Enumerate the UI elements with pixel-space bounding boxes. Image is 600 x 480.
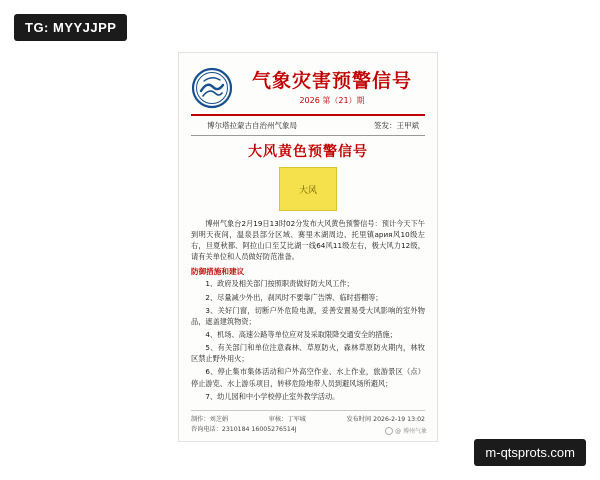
advice-item: 3、关好门窗，切断户外危险电源，妥善安置易受大风影响的室外物品，遮盖建筑物资；	[191, 305, 425, 326]
thin-divider	[191, 135, 425, 136]
yellow-gale-warning-icon	[279, 167, 337, 211]
footer-publish-time: 发布时间 2026-2-19 13:02	[346, 415, 425, 423]
warning-title: 大风黄色预警信号	[248, 144, 368, 160]
footer-hotline: 咨询电话：2310184 16005276514J	[191, 426, 297, 434]
advice-item: 2、尽量减少外出，刹风时不要靠广告牌、临时搭棚等；	[205, 292, 383, 302]
document-issue-line: 2026 第（21）期	[299, 95, 365, 105]
warning-paragraph: 博州气象台2月19日13时02分发布大风黄色预警信号：预计今天下午到明天夜间，温泉县部分区域、赛里木湖周边、托里镇ария风10级左右，旦夏秋都、阿拉山口至艾比湖一线64风11级左右，极大风力12级，请有关单位和人员做好防范准备。	[191, 219, 425, 262]
advice-heading: 防御措施和建议	[191, 266, 245, 276]
signal-icon-wrapper	[191, 167, 425, 211]
cma-emblem-icon	[191, 67, 233, 109]
weibo-icon	[385, 427, 393, 435]
footer-divider	[191, 410, 425, 411]
telegram-watermark-tag: TG: MYYJJPP	[14, 14, 127, 41]
footer-editor: 制作：刘芝娟	[191, 415, 229, 423]
advice-item: 4、机场、高速公路等单位应对及采取限降交通安全的措施；	[205, 330, 397, 340]
footer-reviewer: 审核：丁军城	[268, 415, 306, 423]
header-text-block	[239, 71, 425, 106]
document-body	[191, 218, 425, 402]
site-watermark-tag: m-qtsprots.com	[474, 439, 586, 466]
advice-item: 5、有关部门和单位注意森林、草原防火，森林草原防火期内，林牧区禁止野外用火；	[191, 343, 425, 364]
advice-item: 7、幼儿园和中小学校停止室外教学活动。	[205, 391, 340, 401]
issuing-organization: 博尔塔拉蒙古自治州气象局	[207, 121, 297, 130]
red-divider	[191, 114, 425, 116]
weibo-account-label: @ 博州气象	[395, 428, 427, 435]
advice-item: 1、政府及相关部门按照职责做好防大风工作；	[205, 279, 354, 289]
org-signer-row	[191, 120, 425, 131]
footer-credits-row	[191, 415, 425, 424]
document-main-title: 气象灾害预警信号	[251, 69, 412, 92]
document-header	[191, 63, 425, 111]
signal-icon-label: 大风	[298, 185, 317, 196]
warning-document	[178, 52, 438, 442]
signer-label: 签发：王甲斌	[374, 121, 419, 130]
weibo-account-badge	[385, 426, 427, 435]
advice-item: 6、停止集市集体活动和户外高空作业、水上作业，旅游景区（点）停止游览、水上游乐项目，转移危险地带人员到避风场所避风；	[191, 367, 425, 388]
